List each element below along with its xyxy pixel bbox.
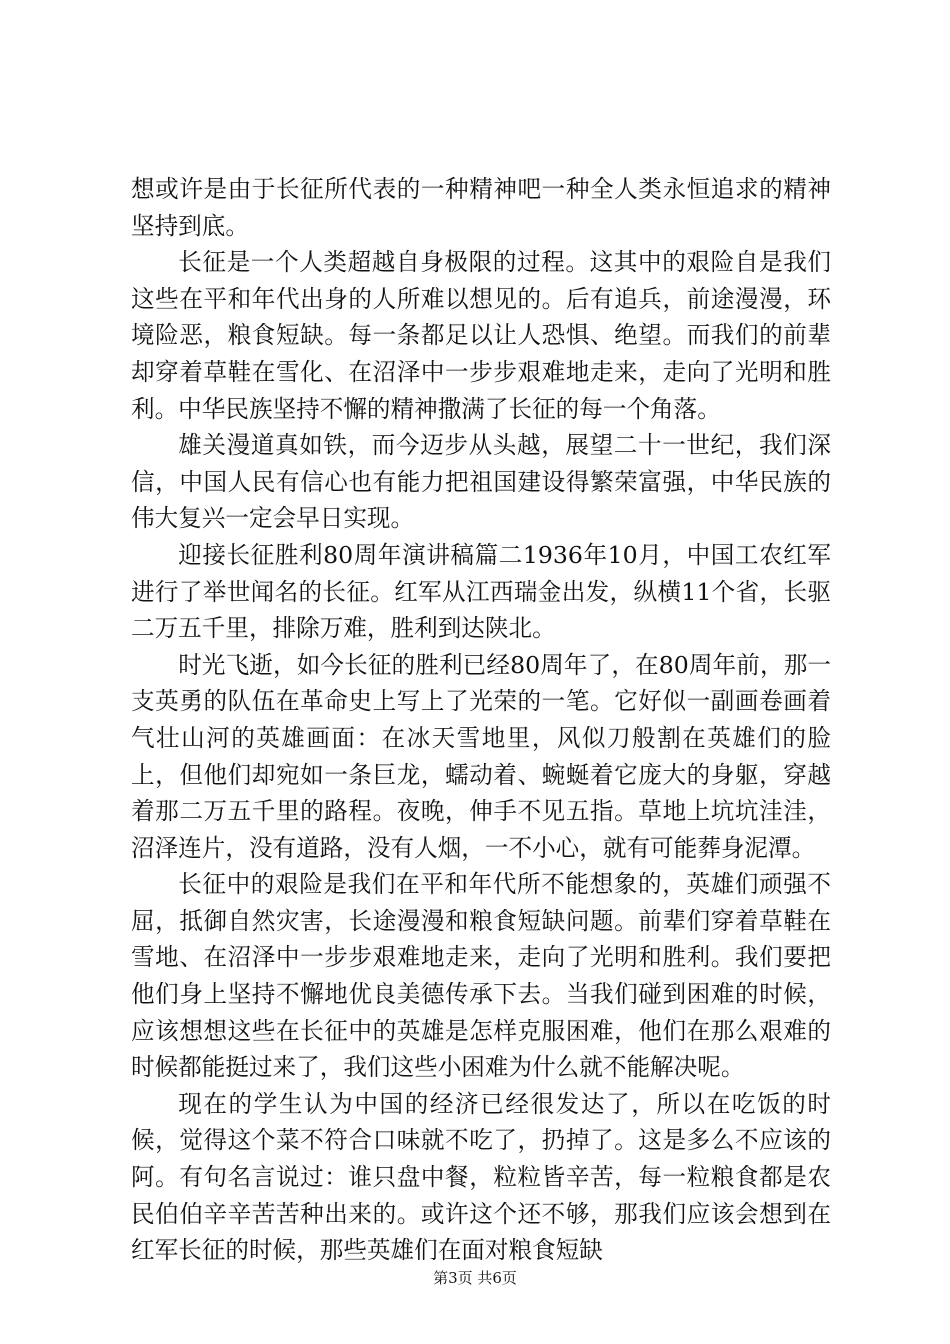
paragraph-students-food: 现在的学生认为中国的经济已经很发达了，所以在吃饭的时候，觉得这个菜不符合口味就不吃了，扔掉了。这是多么不应该的阿。有句名言说过：谁只盘中餐，粒粒皆辛苦，每一粒粮食都是农民伯伯辛辛苦苦种出来的。或许这个还不够，那我们应该会想到在红军长征的时候，那些英雄们在面对粮食短缺 [131,1089,831,1265]
paragraph-hardships: 长征中的艰险是我们在平和年代所不能想象的，英雄们顽强不屈，抵御自然灾害，长途漫漫和粮食短缺问题。前辈们穿着草鞋在雪地、在沼泽中一步步艰难地走来，走向了光明和胜利。我们要把他们身上坚持不懈地优良美德传承下去。当我们碰到困难的时候，应该想想这些在长征中的英雄是怎样克服困难，他们在那么艰难的时候都能挺过来了，我们这些小困难为什么就不能解决呢。 [131,870,831,1082]
paragraph-future-revival: 雄关漫道真如铁，而今迈步从头越，展望二十一世纪，我们深信，中国人民有信心也有能力把祖国建设得繁荣富强，中华民族的伟大复兴一定会早日实现。 [131,431,831,533]
page-footer: 第3页 共6页 [433,1269,517,1287]
document-body [131,171,831,1269]
paragraph-continued: 想或许是由于长征所代表的一种精神吧一种全人类永恒追求的精神坚持到底。 [131,175,831,240]
paragraph-eighty-years: 时光飞逝，如今长征的胜利已经80周年了，在80周年前，那一支英勇的队伍在革命史上写上了光荣的一笔。它好似一副画卷画着气壮山河的英雄画面：在冰天雪地里，风似刀般割在英雄们的脸上，但他们却宛如一条巨龙，蠕动着、蜿蜒着它庞大的身躯，穿越着那二万五千里的路程。夜晚，伸手不见五指。草地上坑坑洼洼，沼泽连片，没有道路，没有人烟，一不小心，就有可能葬身泥潭。 [131,650,831,862]
paragraph-long-march-limits: 长征是一个人类超越自身极限的过程。这其中的艰险自是我们这些在平和年代出身的人所难以想见的。后有追兵，前途漫漫，环境险恶，粮食短缺。每一条都足以让人恐惧、绝望。而我们的前辈却穿着草鞋在雪化、在沼泽中一步步艰难地走来，走向了光明和胜利。中华民族坚持不懈的精神撒满了长征的每一个角落。 [131,248,831,423]
paragraph-speech-two-intro: 迎接长征胜利80周年演讲稿篇二1936年10月，中国工农红军进行了举世闻名的长征。红军从江西瑞金出发，纵横11个省，长驱二万五千里，排除万难，胜利到达陕北。 [131,540,831,643]
